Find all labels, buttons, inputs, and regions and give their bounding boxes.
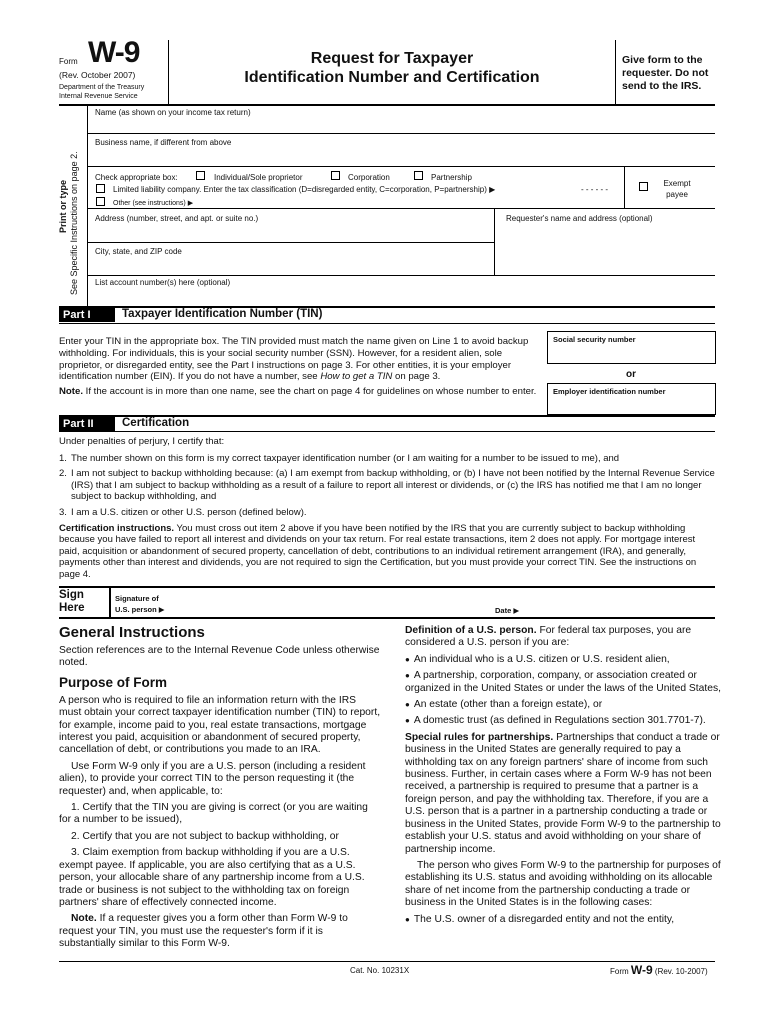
business-name-label: Business name, if different from above <box>95 138 232 147</box>
cert-item-3-text: I am a U.S. citizen or other U.S. person (defined below). <box>71 506 307 518</box>
name-field[interactable] <box>88 106 715 133</box>
part1-title: Taxpayer Identification Number (TIN) <box>122 308 323 320</box>
business-name-field[interactable] <box>88 134 715 166</box>
cert-item-1-num: 1. <box>59 452 67 464</box>
cert-item-1 <box>59 453 715 465</box>
requester-field[interactable] <box>495 209 715 275</box>
form-title <box>169 49 615 87</box>
purpose-item-3: 3. Claim exemption from backup withholding if you are a U.S. exempt payee. If applicable, you are also certifying that as a U.S. person, your allocable share of any partnership income from a U.S. trade or business is not subject to the withholding tax on foreign partners' share of effectively connected income. <box>59 847 365 908</box>
right-column <box>405 625 723 930</box>
definition-para <box>405 625 723 650</box>
ssn-box[interactable] <box>547 331 716 364</box>
footer-revision: (Rev. 10-2007) <box>654 967 708 976</box>
cert-intro: Under penalties of perjury, I certify that: <box>59 436 225 447</box>
form-label: Form <box>59 57 78 66</box>
llc-checkbox[interactable] <box>96 184 105 193</box>
person-gives-text: The person who gives Form W-9 to the partnership for purposes of establishing its U.S. status and avoiding withholding on its allocable share of net income from the partnership conducting a trade or business in the United States is in the following cases: <box>405 859 721 909</box>
irs-label: Internal Revenue Service <box>59 93 138 100</box>
left-column <box>59 623 381 955</box>
account-label: List account number(s) here (optional) <box>95 278 231 287</box>
purpose-item-2: 2. Certify that you are not subject to backup withholding, or <box>71 830 339 842</box>
cert-item-2-text: I am not subject to backup withholding because: (a) I am exempt from backup withholding, or (b) I have not been notified by the Internal Revenue Service (IRS) that I am subject to backup withholding as a result of a failure to report all interest or dividends, or (c) the IRS has notified me that I am no longer subject to backup withholding, and <box>71 468 715 503</box>
tin-or: or <box>626 369 636 380</box>
part1-text: Enter your TIN in the appropriate box. The TIN provided must match the name given on Line 1 to avoid backup withholding. For individuals, this is your social security number (SSN). However, for a resident alien, sole proprietor, or disregarded entity, see the Part I instructions on page 3. For other entities, it is your employer identification number (EIN). If you do not have a number, see <box>59 336 529 383</box>
cert-item-3 <box>59 507 715 519</box>
cert-instructions-label: Certification instructions. <box>59 522 175 534</box>
date-label: Date ▶ <box>495 606 520 615</box>
general-instructions-heading: General Instructions <box>59 624 205 641</box>
part1-note <box>59 386 537 398</box>
form-number: W-9 <box>88 36 140 69</box>
requester-label: Requester's name and address (optional) <box>506 214 653 223</box>
partnership-label: Partnership <box>431 173 472 182</box>
department: Department of the Treasury <box>59 84 145 91</box>
side-label <box>58 105 80 295</box>
ssn-label: Social security number <box>553 335 636 344</box>
part2-tag: Part II <box>59 417 115 431</box>
partnership-checkbox[interactable] <box>414 171 423 180</box>
cat-number: Cat. No. 10231X <box>350 966 410 975</box>
definition-text: For federal tax purposes, you are considered a U.S. person if you are: <box>405 625 692 649</box>
address-field[interactable] <box>88 209 494 242</box>
cert-instructions <box>59 523 715 581</box>
date-field[interactable] <box>530 592 715 616</box>
address-label: Address (number, street, and apt. or suite no.) <box>95 214 259 223</box>
general-instructions-text: Section references are to the Internal Revenue Code unless otherwise noted. <box>59 645 380 669</box>
cert-instructions-text: You must cross out item 2 above if you have been notified by the IRS that you are currently subject to backup withholding because you have failed to report all interest and dividends on your tax return. For real estate transactions, item 2 does not apply. For mortgage interest paid, acquisition or abandonment of secured property, cancellation of debt, contributions to an individual retirement arrangement (IRA), and generally, payments other than interest and dividends, you are not required to sign the Certification, but you must provide your correct TIN. See the instructions on page 4. <box>59 522 697 580</box>
signature-line[interactable] <box>170 592 490 616</box>
footer-form-number: W-9 <box>630 963 653 977</box>
left-note-text: If a requester gives you a form other than Form W-9 to request your TIN, you must use the requester's form if it is substantially similar to this Form W-9. <box>59 913 348 950</box>
signature-label <box>115 593 165 615</box>
cert-item-2 <box>59 468 715 503</box>
left-note-label: Note. <box>71 913 97 925</box>
part1-note-text: If the account is in more than one name, see the chart on page 4 for guidelines on whose number to enter. <box>85 386 537 397</box>
ein-label: Employer identification number <box>553 387 666 396</box>
ein-box[interactable] <box>547 383 716 415</box>
definition-bullet: ● An estate (other than a foreign estate), or <box>405 699 723 711</box>
city-label: City, state, and ZIP code <box>95 247 182 256</box>
special-rules-text: Partnerships that conduct a trade or business in the United States are generally required to pay a withholding tax on any foreign partners' share of income from such business. Further, in certain cases where a Form W-9 has not been received, a partnership is required to presume that a partner is a foreign person, and pay the withholding tax. Therefore, if you are a U.S. person that is a partner in a partnership conducting a trade or business in the United States, provide Form W-9 to the partnership to establish your U.S. status and avoid withholding on your share of partnership income. <box>405 731 721 855</box>
part1-instructions <box>59 336 547 383</box>
purpose-text: A person who is required to file an information return with the IRS must obtain your correct taxpayer identification number (TIN) to report, for example, income paid to you, real estate transactions, mortgage interest you paid, acquisition or abandonment of secured property, cancellation of debt, or contributions you made to an IRA. <box>59 694 381 756</box>
other-label: Other (see instructions) ▶ <box>113 200 194 207</box>
form-title-line1: Request for Taxpayer <box>310 50 474 67</box>
cert-item-2-num: 2. <box>59 468 67 480</box>
llc-label: Limited liability company. Enter the tax classification (D=disregarded entity, C=corporation, P=partnership) ▶ <box>113 185 496 194</box>
part1-text-italic: How to get a TIN <box>320 371 393 383</box>
part1-text-end: on page 3. <box>394 371 441 383</box>
llc-classification-input[interactable]: - - - - - - <box>581 185 609 194</box>
part2-title: Certification <box>122 417 190 429</box>
cert-item-1-text: The number shown on this form is my correct taxpayer identification number (or I am waiting for a number to be issued to me), and <box>71 452 620 464</box>
left-note <box>59 913 381 950</box>
definition-bullet: ● A partnership, corporation, company, or association created or organized in the United States or under the laws of the United States, <box>405 670 723 695</box>
signature-of-label: Signature of <box>115 594 159 603</box>
check-box-label: Check appropriate box: <box>95 173 178 182</box>
special-rules-label: Special rules for partnerships. <box>405 731 554 743</box>
name-label: Name (as shown on your income tax return) <box>95 108 251 117</box>
account-numbers-field[interactable] <box>88 276 715 306</box>
footer-form-label: Form <box>610 967 629 976</box>
cert-item-3-num: 3. <box>59 506 67 518</box>
other-checkbox[interactable] <box>96 197 105 206</box>
see-specific-instructions: See Specific Instructions on page 2. <box>69 151 79 295</box>
corporation-label: Corporation <box>348 173 390 182</box>
definition-bullet: ● A domestic trust (as defined in Regulations section 301.7701-7). <box>405 715 723 727</box>
individual-label: Individual/Sole proprietor <box>214 173 303 182</box>
footer-form-id <box>610 963 708 977</box>
exempt-payee-label: Exempt payee <box>663 179 691 199</box>
purpose-item-1: 1. Certify that the TIN you are giving is correct (or you are waiting for a number to be issued), <box>59 802 368 826</box>
form-title-line2: Identification Number and Certification <box>244 69 540 86</box>
use-text: Use Form W-9 only if you are a U.S. person (including a resident alien), to provide your correct TIN to the person requesting it (the requester) and, when applicable, to: <box>59 760 366 797</box>
give-form-note: Give form to the requester. Do not send to the IRS. <box>622 54 709 92</box>
revision-date: (Rev. October 2007) <box>59 70 136 80</box>
print-or-type: Print or type <box>58 179 68 233</box>
exempt-payee-checkbox[interactable] <box>639 182 648 191</box>
definition-bullet: ● An individual who is a U.S. citizen or U.S. resident alien, <box>405 654 723 666</box>
part1-note-label: Note. <box>59 386 83 397</box>
definition-label: Definition of a U.S. person. <box>405 625 537 636</box>
corporation-checkbox[interactable] <box>331 171 340 180</box>
certification-section <box>59 436 715 581</box>
us-person-label: U.S. person ▶ <box>115 605 165 614</box>
purpose-heading: Purpose of Form <box>59 674 168 690</box>
last-bullet: ● The U.S. owner of a disregarded entity and not the entity, <box>405 914 723 926</box>
sign-here: Sign Here <box>59 589 85 614</box>
individual-checkbox[interactable] <box>196 171 205 180</box>
special-rules-para <box>405 732 723 856</box>
part1-tag: Part I <box>59 308 115 322</box>
city-state-zip-field[interactable] <box>88 243 494 275</box>
